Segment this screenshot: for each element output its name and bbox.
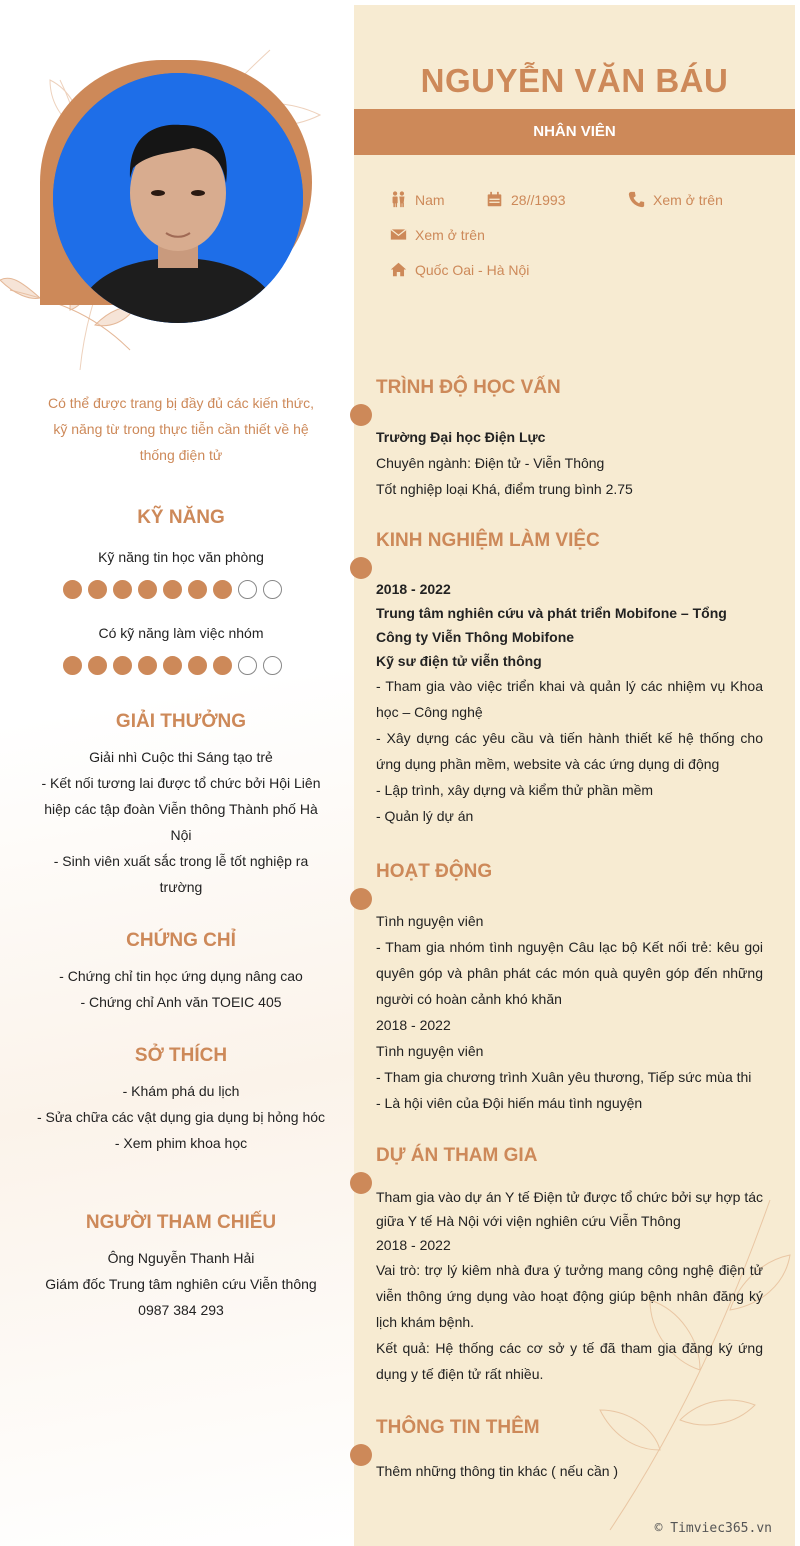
education-block [376,424,763,502]
candidate-name: NGUYỄN VĂN BÁU [420,62,729,99]
skill-dot [188,580,207,599]
phone-info [628,191,723,208]
section-bullet-icon [350,1172,372,1194]
extra-heading: THÔNG TIN THÊM [376,1417,540,1438]
reference-line: 0987 384 293 [138,1302,224,1318]
education-heading: TRÌNH ĐỘ HỌC VẤN [376,377,561,398]
skill-dot [63,656,82,675]
reference-line: Ông Nguyễn Thanh Hải [107,1250,255,1266]
projects-heading: DỰ ÁN THAM GIA [376,1145,538,1166]
awards-heading: GIẢI THƯỞNG [115,711,247,732]
skill-dot [213,580,232,599]
skill-dot [213,656,232,675]
summary-text: Có thể được trang bị đầy đủ các kiến thức, kỹ năng từ trong thực tiễn cần thiết về hệ thống điện tử [47,395,315,463]
award-line: - Kết nối tương lai được tổ chức bởi Hội Liên hiệp các tập đoàn Viễn thông Thành phố Hà Nội [41,775,321,843]
education-line: Chuyên ngành: Điện tử - Viễn Thông [376,455,605,471]
hobby-line: - Sửa chữa các vật dụng gia dụng bị hỏng hóc [36,1109,326,1125]
education-line: Tốt nghiệp loại Khá, điểm trung bình 2.75 [376,481,633,497]
reference-line: Giám đốc Trung tâm nghiên cứu Viễn thông [45,1276,317,1292]
skill-dot [238,580,257,599]
skill-dot [138,656,157,675]
activities-block [376,908,763,1116]
certificate-line: - Chứng chỉ tin học ứng dụng nâng cao [59,968,303,984]
award-line: Giải nhì Cuộc thi Sáng tạo trẻ [89,749,273,765]
project-line: Vai trò: trợ lý kiêm nhà đưa ý tưởng mang công nghệ điện tử viễn thông ứng dụng vào hoạt động giúp bệnh nhân đăng ký lịch khám bệnh. [376,1262,763,1330]
skill-label: Có kỹ năng làm việc nhóm [98,625,264,641]
skill-dot [88,656,107,675]
skill-dot [263,656,282,675]
email-info [390,226,485,243]
experience-task: - Tham gia vào việc triển khai và quản lý các nhiệm vụ Khoa học – Công nghệ [376,678,763,720]
activities-heading: HOẠT ĐỘNG [376,861,493,882]
activity-line: Tình nguyện viên [376,1043,484,1059]
hobby-line: - Xem phim khoa học [114,1135,248,1151]
position-title: NHÂN VIÊN [354,109,795,155]
gender-icon [390,191,407,208]
gender-value: Nam [415,191,445,208]
skill-dot [113,656,132,675]
skill-dot [163,656,182,675]
skill-dot [88,580,107,599]
experience-period: 2018 - 2022 [376,581,451,597]
footer-watermark: © Timviec365.vn [654,1521,772,1536]
project-line: 2018 - 2022 [376,1237,451,1253]
skill-dot [238,656,257,675]
experience-block [376,577,763,829]
email-value: Xem ở trên [415,226,485,243]
references-heading: NGƯỜI THAM CHIẾU [85,1212,277,1233]
section-bullet-icon [350,1444,372,1466]
birthday-info [486,191,566,208]
section-bullet-icon [350,557,372,579]
avatar [53,73,303,323]
skill-dot [63,580,82,599]
experience-heading: KINH NGHIỆM LÀM VIỆC [376,530,600,551]
activity-line: - Tham gia chương trình Xuân yêu thương, Tiếp sức mùa thi [376,1069,752,1085]
section-bullet-icon [350,888,372,910]
experience-task: - Lập trình, xây dựng và kiểm thử phần mềm [376,782,654,798]
address-value: Quốc Oai - Hà Nội [415,261,530,278]
email-icon [390,226,407,243]
skill-dot [188,656,207,675]
hobbies-text [35,1078,327,1156]
skill-dot [138,580,157,599]
birthday-value: 28//1993 [511,191,566,208]
phone-icon [628,191,645,208]
section-bullet-icon [350,404,372,426]
skill-dot [163,580,182,599]
activity-line: - Là hội viên của Đội hiến máu tình nguyện [376,1095,643,1111]
experience-task: - Quản lý dự án [376,808,474,824]
home-icon [390,261,407,278]
skills-heading: KỸ NĂNG [137,507,225,528]
activity-line: - Tham gia nhóm tình nguyện Câu lạc bộ Kết nối trẻ: kêu gọi quyên góp và phân phát các món quà quyên góp đến những người có hoàn cảnh khó khăn [376,939,763,1007]
school-name: Trường Đại học Điện Lực [376,429,546,445]
skill-rating [63,656,282,675]
hobby-line: - Khám phá du lịch [122,1083,240,1099]
references-text [35,1245,327,1323]
experience-task: - Xây dựng các yêu cầu và tiến hành thiết kế hệ thống cho ứng dụng phần mềm, website và các ứng dụng di động [376,730,763,772]
certificates-text [35,963,327,1015]
award-line: - Sinh viên xuất sắc trong lễ tốt nghiệp ra trường [53,853,309,895]
calendar-icon [486,191,503,208]
projects-block [376,1185,763,1387]
experience-company: Trung tâm nghiên cứu và phát triển Mobifone – Tổng Công ty Viễn Thông Mobifone [376,605,727,645]
certificate-line: - Chứng chỉ Anh văn TOEIC 405 [80,994,282,1010]
skill-dot [263,580,282,599]
awards-text [35,744,327,900]
skill-dot [113,580,132,599]
phone-value: Xem ở trên [653,191,723,208]
project-line: Tham gia vào dự án Y tế Điện tử được tổ chức bởi sự hợp tác giữa Y tế Hà Nội với viện nghiên cứu Viễn Thông [376,1189,763,1229]
address-info [390,261,529,278]
certificates-heading: CHỨNG CHỈ [126,930,236,951]
activity-line: Tình nguyện viên [376,913,484,929]
activity-line: 2018 - 2022 [376,1017,451,1033]
gender-info [390,191,445,208]
person-photo-icon [53,73,303,323]
project-line: Kết quả: Hệ thống các cơ sở y tế đã tham gia đăng ký ứng dụng y tế điện tử rất nhiều. [376,1340,763,1382]
hobbies-heading: SỞ THÍCH [134,1045,228,1066]
skill-label: Kỹ năng tin học văn phòng [98,549,264,565]
extra-text: Thêm những thông tin khác ( nếu cần ) [376,1463,619,1479]
skill-rating [63,580,282,599]
experience-role: Kỹ sư điện tử viễn thông [376,653,542,669]
